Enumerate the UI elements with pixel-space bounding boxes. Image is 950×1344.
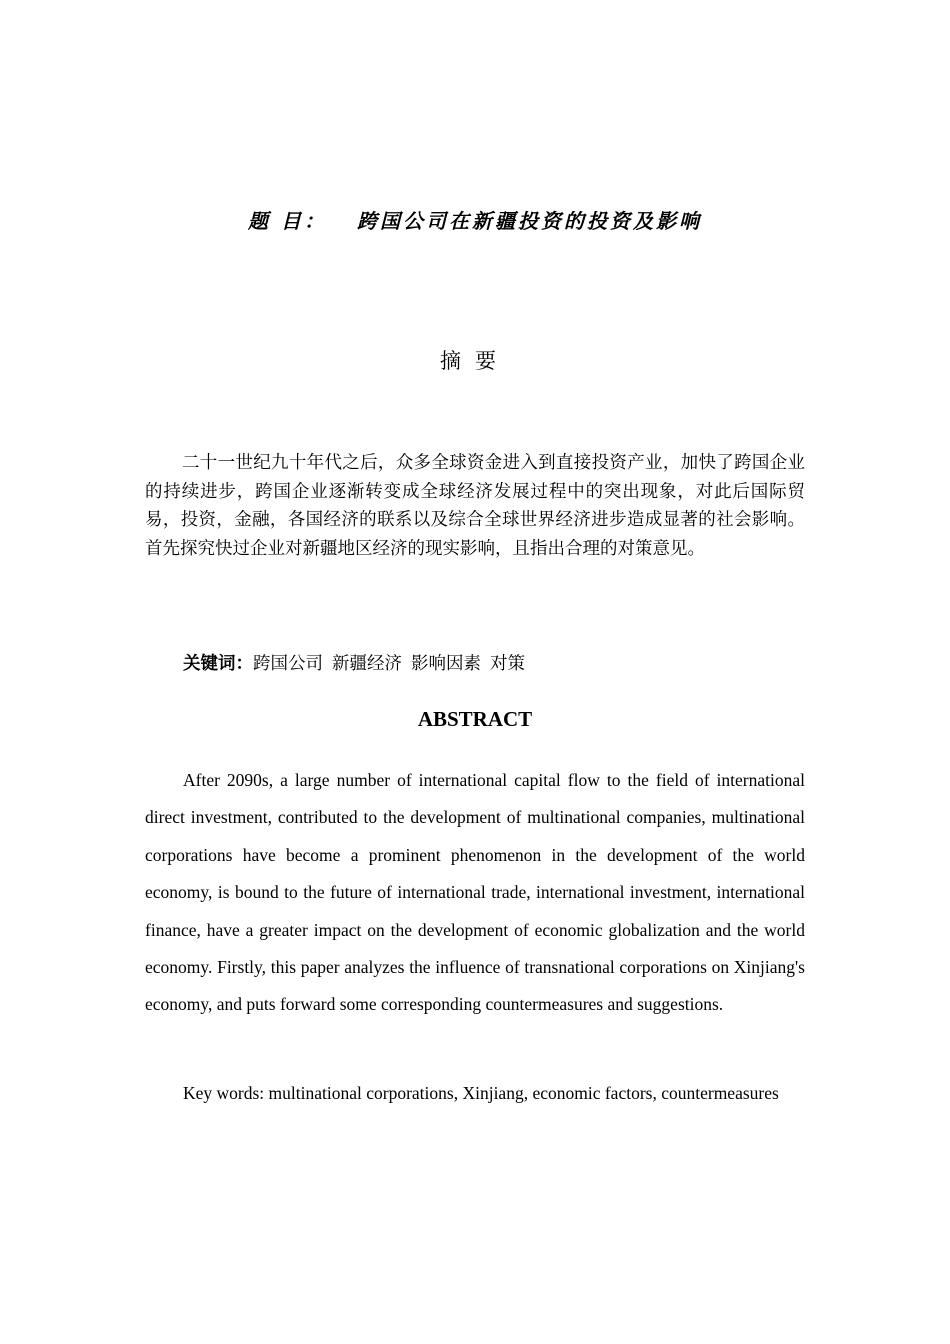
abstract-en-body: After 2090s, a large number of international capital flow to the field of international direct investment, contributed to the development of multinational companies, multinational corporations have become a prominent phenomenon in the development of the world economy, is bound to the future of international trade, international investment, international finance, have a greater impact on the development of economic globalization and the world economy. Firstly, this paper analyzes the influence of transnational corporations on Xinjiang's economy, and puts forward some corresponding countermeasures and suggestions. xyxy=(145,770,805,1015)
keywords-cn-label: 关键词： xyxy=(183,654,253,674)
abstract-cn-body: 二十一世纪九十年代之后，众多全球资金进入到直接投资产业，加快了跨国企业的持续进步，跨国企业逐渐转变成全球经济发展过程中的突出现象，对此后国际贸易，投资，金融，各国经济的联系以及综合全球世界经济进步造成显著的社会影响。首先探究快过企业对新疆地区经济的现实影响，且指出合理的对策意见。 xyxy=(145,453,805,559)
keyword-cn: 跨国公司 xyxy=(253,654,323,674)
keyword-cn: 新疆经济 xyxy=(332,654,402,674)
keyword-cn: 影响因素 xyxy=(411,654,481,674)
keyword-cn: 对策 xyxy=(490,654,525,674)
keywords-cn xyxy=(183,650,805,675)
keywords-en: Key words: multinational corporations, Xinjiang, economic factors, countermeasures xyxy=(183,1083,779,1103)
abstract-en-heading: ABSTRACT xyxy=(417,707,533,731)
abstract-cn-heading: 摘要 xyxy=(440,349,510,373)
thesis-title xyxy=(0,205,950,234)
title-label: 题 目： xyxy=(248,209,327,233)
title-text: 跨国公司在新疆投资的投资及影响 xyxy=(356,209,702,233)
